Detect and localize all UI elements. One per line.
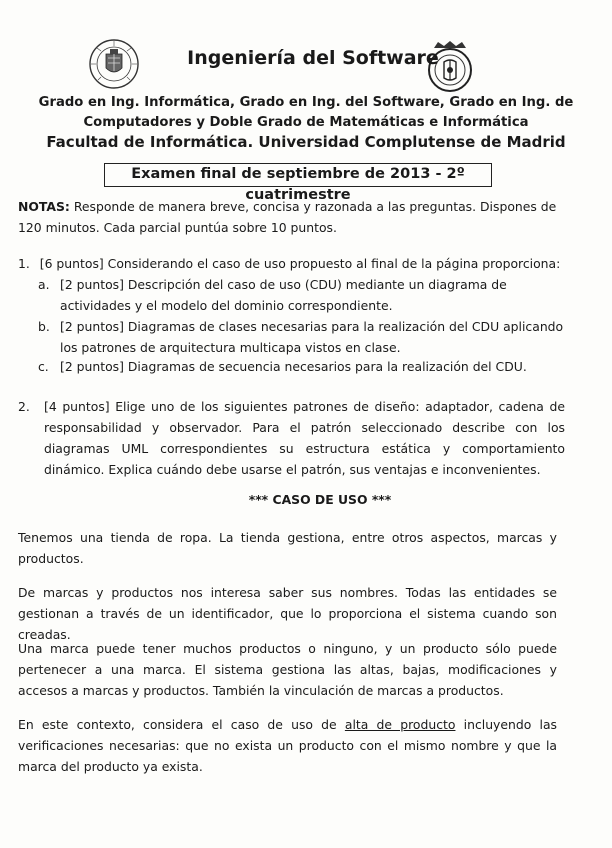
course-title: Ingeniería del Software xyxy=(187,47,439,69)
case-paragraph-1: Tenemos una tienda de ropa. La tienda gestiona, entre otros aspectos, marcas y productos. xyxy=(18,530,557,566)
use-case-name: alta de producto xyxy=(344,717,456,732)
case-paragraph-3: Una marca puede tener muchos productos o ninguno, y un producto sólo puede pertenecer a una marca. El sistema gestiona las altas, bajas, modificaciones y accesos a marcas y productos. También la vinculación de marcas a productos. xyxy=(18,641,557,698)
question-1-item-c: [2 puntos] Diagramas de secuencia necesarios para la realización del CDU. xyxy=(60,359,527,374)
notes-text: Responde de manera breve, concisa y razonada a las preguntas. Dispones de 120 minutos. Cada parcial puntúa sobre 10 puntos. xyxy=(18,199,557,235)
notes-paragraph xyxy=(18,196,578,238)
exam-title-box: Examen final de septiembre de 2013 - 2º cuatrimestre xyxy=(104,163,492,187)
item-letter: c. xyxy=(38,359,49,374)
case-p4-after: incluyendo las verificaciones necesarias: que no exista un producto con el mismo nombre y que la marca del producto ya exista. xyxy=(18,717,557,774)
item-letter: b. xyxy=(38,319,50,334)
question-number: 2. xyxy=(18,399,30,414)
case-paragraph-2: De marcas y productos nos interesa saber sus nombres. Todas las entidades se gestionan a través de un identificador, que lo proporciona el sistema cuando son creadas. xyxy=(18,585,557,642)
degrees-heading xyxy=(30,93,582,133)
question-1-item-b: [2 puntos] Diagramas de clases necesarias para la realización del CDU aplicando los patrones de arquitectura multicapa vistos en clase. xyxy=(60,319,564,355)
notes-label: NOTAS: xyxy=(18,199,70,214)
degrees-line-2: Computadores y Doble Grado de Matemáticas e Informática xyxy=(83,115,529,130)
case-p4-before: En este contexto, considera el caso de uso de xyxy=(18,717,345,732)
item-letter: a. xyxy=(38,277,50,292)
case-title: *** CASO DE USO *** xyxy=(248,492,392,507)
question-number: 1. xyxy=(18,256,30,271)
question-1-item-a: [2 puntos] Descripción del caso de uso (CDU) mediante un diagrama de actividades y el modelo del dominio correspondiente. xyxy=(60,277,507,313)
degrees-line-1: Grado en Ing. Informática, Grado en Ing. del Software, Grado en Ing. de xyxy=(38,95,574,110)
question-1 xyxy=(18,253,583,274)
case-paragraph-4 xyxy=(18,714,557,777)
question-2: [4 puntos] Elige uno de los siguientes patrones de diseño: adaptador, cadena de responsabilidad y observador. Para el patrón seleccionado describe con los diagramas UML correspondientes su estructura estática y comportamiento dinámico. Explica cuándo debe usarse el patrón, sus ventajas e inconvenientes. xyxy=(44,399,565,477)
faculty-heading: Facultad de Informática. Universidad Complutense de Madrid xyxy=(46,133,566,151)
question-text: [6 puntos] Considerando el caso de uso propuesto al final de la página proporciona: xyxy=(39,256,561,271)
